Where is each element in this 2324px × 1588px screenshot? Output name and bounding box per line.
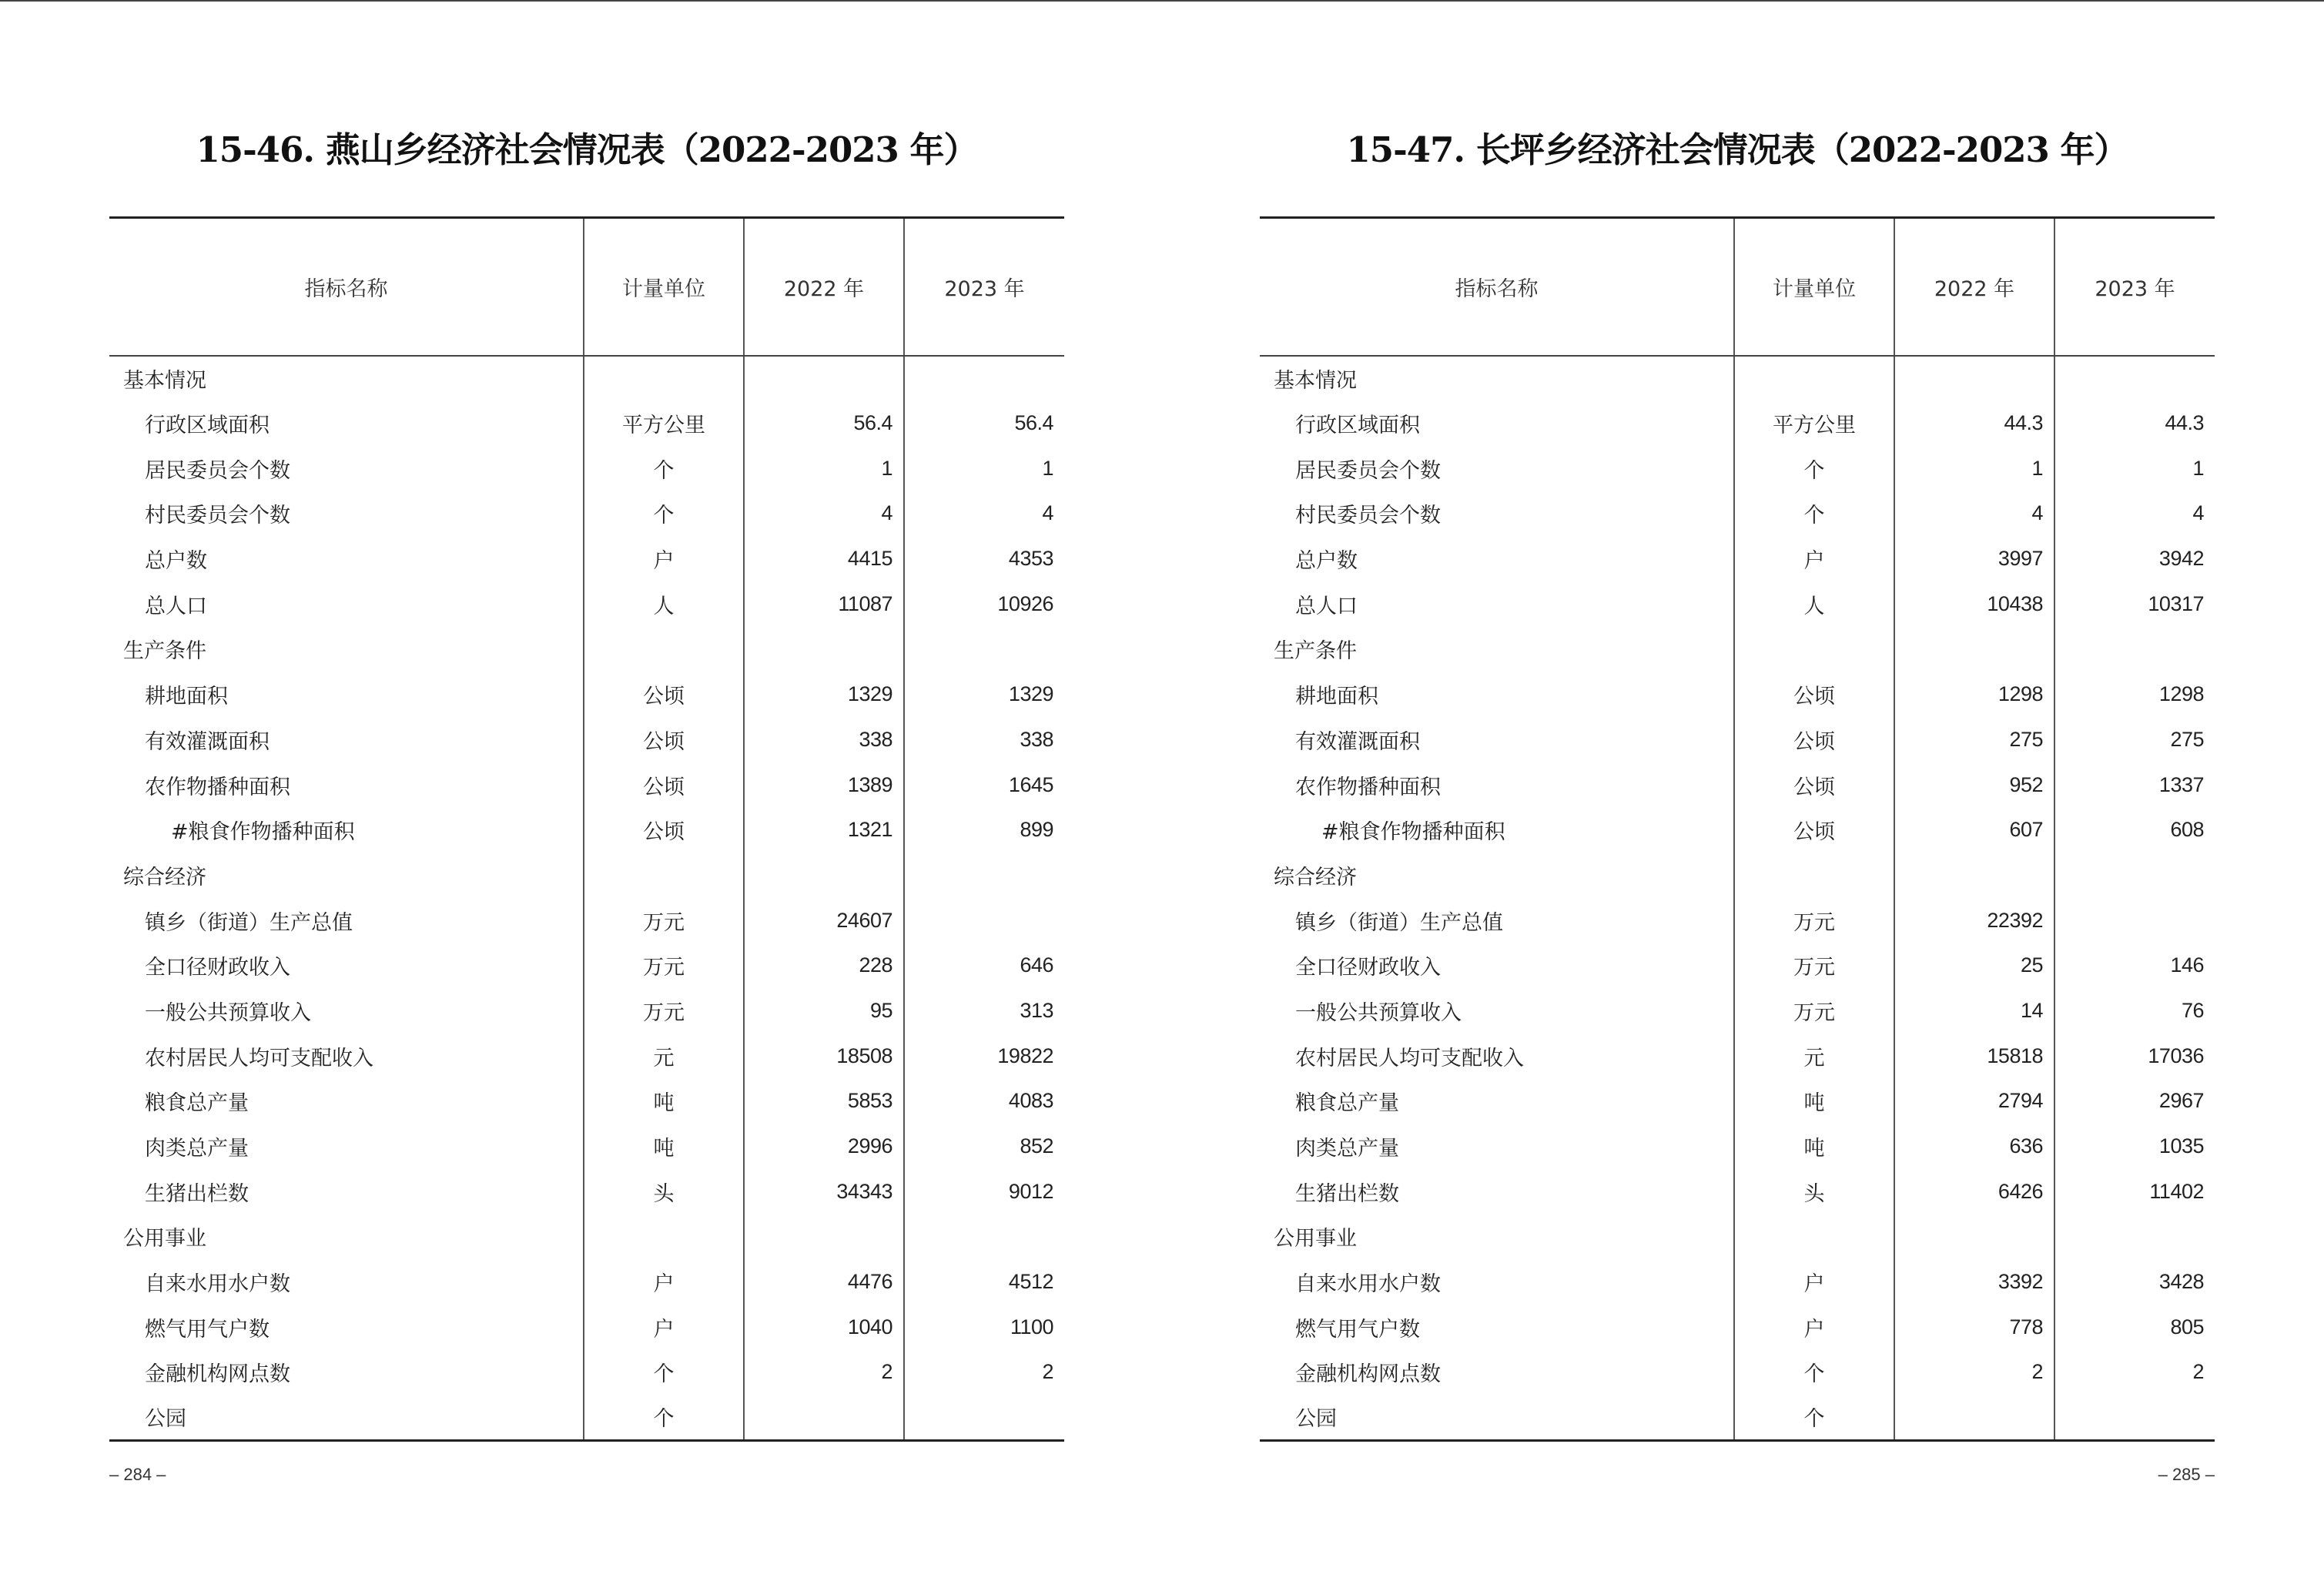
section-row (1260, 627, 2215, 672)
table-row (109, 672, 1064, 717)
table-row (109, 898, 1064, 943)
value-2023-cell (904, 1214, 1064, 1260)
table-row (1260, 446, 2215, 491)
value-2023-cell (2054, 1214, 2215, 1260)
value-2023-cell: 1337 (2054, 762, 2215, 808)
value-2023-cell: 1 (2054, 446, 2215, 491)
table-header-row (109, 218, 1064, 356)
table-row (1260, 1305, 2215, 1350)
value-2022-cell: 3997 (1894, 536, 2054, 581)
indicator-name-cell: 总人口 (145, 594, 207, 618)
value-2023-cell: 1645 (904, 762, 1064, 808)
indicator-name-cell: 公园 (1260, 1395, 1734, 1440)
section-row (1260, 853, 2215, 898)
value-2022-cell: 18508 (744, 1034, 904, 1079)
value-2022-cell (744, 627, 904, 672)
value-2023-cell: 338 (904, 717, 1064, 762)
header-year-2022: 2022 年 (1894, 218, 2054, 356)
unit-cell: 吨 (1734, 1124, 1894, 1169)
unit-cell: 万元 (1734, 988, 1894, 1034)
unit-cell: 个 (584, 1395, 744, 1440)
unit-cell: 公顷 (1734, 672, 1894, 717)
indicator-name-cell: 基本情况 (1274, 368, 1357, 393)
value-2022-cell: 636 (1894, 1124, 2054, 1169)
value-2022-cell: 24607 (744, 898, 904, 943)
value-2023-cell: 44.3 (2054, 400, 2215, 446)
table-row (109, 536, 1064, 581)
value-2023-cell: 1 (904, 446, 1064, 491)
page-number: – 284 – (109, 1465, 166, 1484)
unit-cell: 户 (1734, 1305, 1894, 1350)
unit-cell: 头 (584, 1169, 744, 1214)
value-2023-cell: 4083 (904, 1079, 1064, 1124)
value-2023-cell: 899 (904, 807, 1064, 853)
value-2023-cell (904, 627, 1064, 672)
value-2023-cell: 3428 (2054, 1259, 2215, 1305)
value-2023-cell: 10926 (904, 581, 1064, 627)
table-title: 15-46. 燕山乡经济社会情况表（2022-2023 年） (196, 129, 978, 170)
value-2022-cell: 4 (744, 491, 904, 537)
table-row (1260, 1259, 2215, 1305)
value-2022-cell: 14 (1894, 988, 2054, 1034)
value-2022-cell: 1389 (744, 762, 904, 808)
unit-cell: 万元 (584, 988, 744, 1034)
value-2023-cell: 1298 (2054, 672, 2215, 717)
unit-cell: 头 (1734, 1169, 1894, 1214)
value-2023-cell (904, 356, 1064, 401)
table-row (109, 762, 1064, 808)
header-unit: 计量单位 (584, 218, 744, 356)
header-year-2023: 2023 年 (904, 218, 1064, 356)
section-row (109, 627, 1064, 672)
value-2022-cell: 25 (1894, 943, 2054, 988)
section-row (109, 853, 1064, 898)
header-year-2022: 2022 年 (744, 218, 904, 356)
table-row (109, 1034, 1064, 1079)
unit-cell: 个 (1734, 1350, 1894, 1395)
indicator-name-cell: 耕地面积 (1295, 685, 1378, 709)
indicator-name-cell: 镇乡（街道）生产总值 (1295, 910, 1503, 935)
unit-cell: 户 (584, 1305, 744, 1350)
indicator-name-cell: 基本情况 (123, 368, 206, 393)
indicator-name-cell: 燃气用气户数 (145, 1317, 270, 1342)
table-row (109, 807, 1064, 853)
value-2022-cell: 778 (1894, 1305, 2054, 1350)
indicator-name-cell: 金融机构网点数 (1295, 1362, 1441, 1387)
unit-cell: 公顷 (1734, 807, 1894, 853)
value-2022-cell (744, 1395, 904, 1440)
value-2023-cell: 275 (2054, 717, 2215, 762)
value-2023-cell: 146 (2054, 943, 2215, 988)
indicator-name-cell: 有效灌溉面积 (1295, 729, 1420, 754)
unit-cell: 公顷 (584, 717, 744, 762)
indicator-name-cell: 全口径财政收入 (1295, 956, 1441, 980)
value-2023-cell: 4512 (904, 1259, 1064, 1305)
table-row (109, 1079, 1064, 1124)
unit-cell: 公顷 (584, 807, 744, 853)
header-unit: 计量单位 (1734, 218, 1894, 356)
value-2023-cell: 1035 (2054, 1124, 2215, 1169)
stats-table (109, 216, 1064, 1442)
value-2022-cell: 56.4 (744, 400, 904, 446)
table-row (109, 943, 1064, 988)
table-row (109, 581, 1064, 627)
value-2023-cell: 17036 (2054, 1034, 2215, 1079)
left-page (109, 0, 1064, 1588)
unit-cell: 平方公里 (584, 400, 744, 446)
table-row (1260, 1350, 2215, 1395)
table-row (109, 1259, 1064, 1305)
section-row (1260, 1214, 2215, 1260)
value-2022-cell: 607 (1894, 807, 2054, 853)
table-row (109, 446, 1064, 491)
value-2022-cell: 2 (1894, 1350, 2054, 1395)
unit-cell (1734, 853, 1894, 898)
unit-cell (584, 853, 744, 898)
indicator-name-cell: 金融机构网点数 (145, 1362, 290, 1387)
indicator-name-cell: 总户数 (145, 549, 207, 574)
table-row (1260, 400, 2215, 446)
value-2023-cell: 4 (904, 491, 1064, 537)
table-row (1260, 672, 2215, 717)
unit-cell: 公顷 (1734, 762, 1894, 808)
value-2022-cell: 22392 (1894, 898, 2054, 943)
unit-cell: 人 (1734, 581, 1894, 627)
indicator-name-cell: 有效灌溉面积 (145, 729, 270, 754)
indicator-name-cell: 生猪出栏数 (1295, 1181, 1399, 1206)
table-row (109, 400, 1064, 446)
table-row (1260, 581, 2215, 627)
unit-cell: 吨 (584, 1124, 744, 1169)
value-2023-cell: 3942 (2054, 536, 2215, 581)
indicator-name-cell: 生猪出栏数 (145, 1181, 249, 1206)
indicator-name-cell: 居民委员会个数 (1295, 458, 1441, 483)
value-2022-cell: 15818 (1894, 1034, 2054, 1079)
indicator-name-cell: 居民委员会个数 (145, 458, 290, 483)
value-2022-cell (1894, 1214, 2054, 1260)
unit-cell (584, 356, 744, 401)
table-row (109, 988, 1064, 1034)
value-2023-cell (904, 853, 1064, 898)
value-2023-cell: 805 (2054, 1305, 2215, 1350)
value-2023-cell: 9012 (904, 1169, 1064, 1214)
indicator-name-cell: #粮食作物播种面积 (171, 820, 355, 845)
indicator-name-cell: 粮食总产量 (1295, 1091, 1399, 1116)
table-row (109, 717, 1064, 762)
value-2023-cell: 852 (904, 1124, 1064, 1169)
unit-cell: 人 (584, 581, 744, 627)
unit-cell: 吨 (1734, 1079, 1894, 1124)
value-2023-cell: 2 (2054, 1350, 2215, 1395)
value-2023-cell: 4 (2054, 491, 2215, 537)
value-2022-cell (744, 356, 904, 401)
table-row (109, 1305, 1064, 1350)
unit-cell: 个 (1734, 491, 1894, 537)
value-2023-cell: 1329 (904, 672, 1064, 717)
header-year-2023: 2023 年 (2054, 218, 2215, 356)
value-2022-cell (1894, 356, 2054, 401)
indicator-name-cell: 自来水用水户数 (1295, 1272, 1441, 1297)
unit-cell: 吨 (584, 1079, 744, 1124)
indicator-name-cell: 综合经济 (1274, 865, 1357, 889)
indicator-name-cell: 综合经济 (123, 865, 206, 889)
unit-cell: 公顷 (1734, 717, 1894, 762)
value-2023-cell (904, 1395, 1064, 1440)
value-2023-cell: 10317 (2054, 581, 2215, 627)
value-2022-cell: 228 (744, 943, 904, 988)
table-row (1260, 717, 2215, 762)
unit-cell (1734, 627, 1894, 672)
unit-cell (584, 627, 744, 672)
value-2023-cell: 1100 (904, 1305, 1064, 1350)
unit-cell: 平方公里 (1734, 400, 1894, 446)
value-2023-cell: 56.4 (904, 400, 1064, 446)
indicator-name-cell: 一般公共预算收入 (145, 1000, 311, 1025)
table-row (1260, 988, 2215, 1034)
unit-cell: 个 (1734, 446, 1894, 491)
section-row (109, 1214, 1064, 1260)
value-2023-cell: 2967 (2054, 1079, 2215, 1124)
table-row (109, 1395, 1064, 1440)
unit-cell: 户 (1734, 1259, 1894, 1305)
table-header-row (1260, 218, 2215, 356)
table-row (1260, 1169, 2215, 1214)
value-2022-cell (744, 853, 904, 898)
value-2022-cell: 4415 (744, 536, 904, 581)
value-2023-cell (2054, 898, 2215, 943)
table-row (1260, 1124, 2215, 1169)
table-row (1260, 491, 2215, 537)
indicator-name-cell: 肉类总产量 (145, 1137, 249, 1161)
header-indicator-name: 指标名称 (109, 218, 584, 356)
table-row (1260, 898, 2215, 943)
indicator-name-cell: 生产条件 (123, 639, 206, 664)
unit-cell: 个 (584, 1350, 744, 1395)
table-row (109, 1169, 1064, 1214)
value-2022-cell: 275 (1894, 717, 2054, 762)
value-2022-cell: 34343 (744, 1169, 904, 1214)
value-2023-cell: 2 (904, 1350, 1064, 1395)
indicator-name-cell: 总户数 (1295, 549, 1358, 574)
indicator-name-cell: 村民委员会个数 (1295, 504, 1441, 528)
unit-cell: 户 (584, 1259, 744, 1305)
value-2022-cell (1894, 853, 2054, 898)
value-2022-cell: 2794 (1894, 1079, 2054, 1124)
value-2023-cell: 76 (2054, 988, 2215, 1034)
value-2023-cell (2054, 356, 2215, 401)
unit-cell: 户 (584, 536, 744, 581)
value-2022-cell: 4 (1894, 491, 2054, 537)
table-row (1260, 1079, 2215, 1124)
indicator-name-cell: 全口径财政收入 (145, 956, 290, 980)
value-2022-cell: 11087 (744, 581, 904, 627)
table-body (109, 356, 1064, 1441)
table-row (109, 491, 1064, 537)
value-2022-cell: 6426 (1894, 1169, 2054, 1214)
unit-cell: 元 (1734, 1034, 1894, 1079)
unit-cell (1734, 356, 1894, 401)
value-2022-cell: 10438 (1894, 581, 2054, 627)
indicator-name-cell: #粮食作物播种面积 (1321, 820, 1505, 845)
value-2023-cell (2054, 853, 2215, 898)
table-row (109, 1124, 1064, 1169)
value-2023-cell: 19822 (904, 1034, 1064, 1079)
value-2023-cell: 646 (904, 943, 1064, 988)
indicator-name-cell: 行政区域面积 (1295, 414, 1420, 438)
value-2022-cell: 4476 (744, 1259, 904, 1305)
header-indicator-name: 指标名称 (1260, 218, 1734, 356)
indicator-name-cell: 燃气用气户数 (1295, 1317, 1420, 1342)
section-row (109, 356, 1064, 401)
indicator-name-cell: 耕地面积 (145, 685, 228, 709)
indicator-name-cell: 行政区域面积 (145, 414, 270, 438)
indicator-name-cell: 农村居民人均可支配收入 (145, 1046, 373, 1070)
indicator-name-cell: 公用事业 (1274, 1227, 1357, 1251)
value-2022-cell: 1321 (744, 807, 904, 853)
table-row (1260, 943, 2215, 988)
value-2022-cell: 1 (1894, 446, 2054, 491)
value-2022-cell: 1329 (744, 672, 904, 717)
value-2023-cell (904, 898, 1064, 943)
unit-cell: 个 (584, 491, 744, 537)
table-title: 15-47. 长坪乡经济社会情况表（2022-2023 年） (1346, 129, 2128, 170)
value-2023-cell (2054, 1395, 2215, 1440)
unit-cell: 公顷 (584, 762, 744, 808)
indicator-name-cell: 肉类总产量 (1295, 1137, 1399, 1161)
indicator-name-cell: 农村居民人均可支配收入 (1295, 1046, 1524, 1070)
indicator-name-cell: 总人口 (1295, 594, 1358, 618)
table-row (1260, 807, 2215, 853)
unit-cell: 万元 (584, 943, 744, 988)
value-2022-cell: 2996 (744, 1124, 904, 1169)
table-row (109, 1350, 1064, 1395)
value-2022-cell: 338 (744, 717, 904, 762)
table-row (1260, 1034, 2215, 1079)
unit-cell: 万元 (1734, 898, 1894, 943)
value-2023-cell: 313 (904, 988, 1064, 1034)
indicator-name-cell: 农作物播种面积 (145, 775, 290, 799)
unit-cell: 个 (1734, 1395, 1894, 1440)
value-2022-cell: 5853 (744, 1079, 904, 1124)
right-page (1260, 0, 2215, 1588)
value-2022-cell (1894, 627, 2054, 672)
unit-cell: 元 (584, 1034, 744, 1079)
value-2022-cell: 1040 (744, 1305, 904, 1350)
unit-cell: 万元 (1734, 943, 1894, 988)
stats-table (1260, 216, 2215, 1442)
table-body (1260, 356, 2215, 1441)
unit-cell (1734, 1214, 1894, 1260)
indicator-name-cell: 一般公共预算收入 (1295, 1000, 1462, 1025)
page-number: – 285 – (2158, 1465, 2215, 1484)
unit-cell: 公顷 (584, 672, 744, 717)
value-2022-cell: 1 (744, 446, 904, 491)
indicator-name-cell: 公园 (109, 1395, 584, 1440)
unit-cell: 万元 (584, 898, 744, 943)
value-2022-cell (1894, 1395, 2054, 1440)
value-2022-cell: 2 (744, 1350, 904, 1395)
unit-cell: 个 (584, 446, 744, 491)
section-row (1260, 356, 2215, 401)
value-2023-cell: 4353 (904, 536, 1064, 581)
indicator-name-cell: 公用事业 (123, 1227, 206, 1251)
value-2022-cell: 44.3 (1894, 400, 2054, 446)
value-2022-cell (744, 1214, 904, 1260)
indicator-name-cell: 村民委员会个数 (145, 504, 290, 528)
indicator-name-cell: 粮食总产量 (145, 1091, 249, 1116)
unit-cell: 户 (1734, 536, 1894, 581)
value-2022-cell: 1298 (1894, 672, 2054, 717)
value-2022-cell: 3392 (1894, 1259, 2054, 1305)
value-2023-cell: 608 (2054, 807, 2215, 853)
indicator-name-cell: 自来水用水户数 (145, 1272, 290, 1297)
value-2022-cell: 952 (1894, 762, 2054, 808)
table-row (1260, 536, 2215, 581)
value-2022-cell: 95 (744, 988, 904, 1034)
indicator-name-cell: 生产条件 (1274, 639, 1357, 664)
unit-cell (584, 1214, 744, 1260)
value-2023-cell: 11402 (2054, 1169, 2215, 1214)
table-row (1260, 1395, 2215, 1440)
indicator-name-cell: 农作物播种面积 (1295, 775, 1441, 799)
indicator-name-cell: 镇乡（街道）生产总值 (145, 910, 353, 935)
table-row (1260, 762, 2215, 808)
value-2023-cell (2054, 627, 2215, 672)
